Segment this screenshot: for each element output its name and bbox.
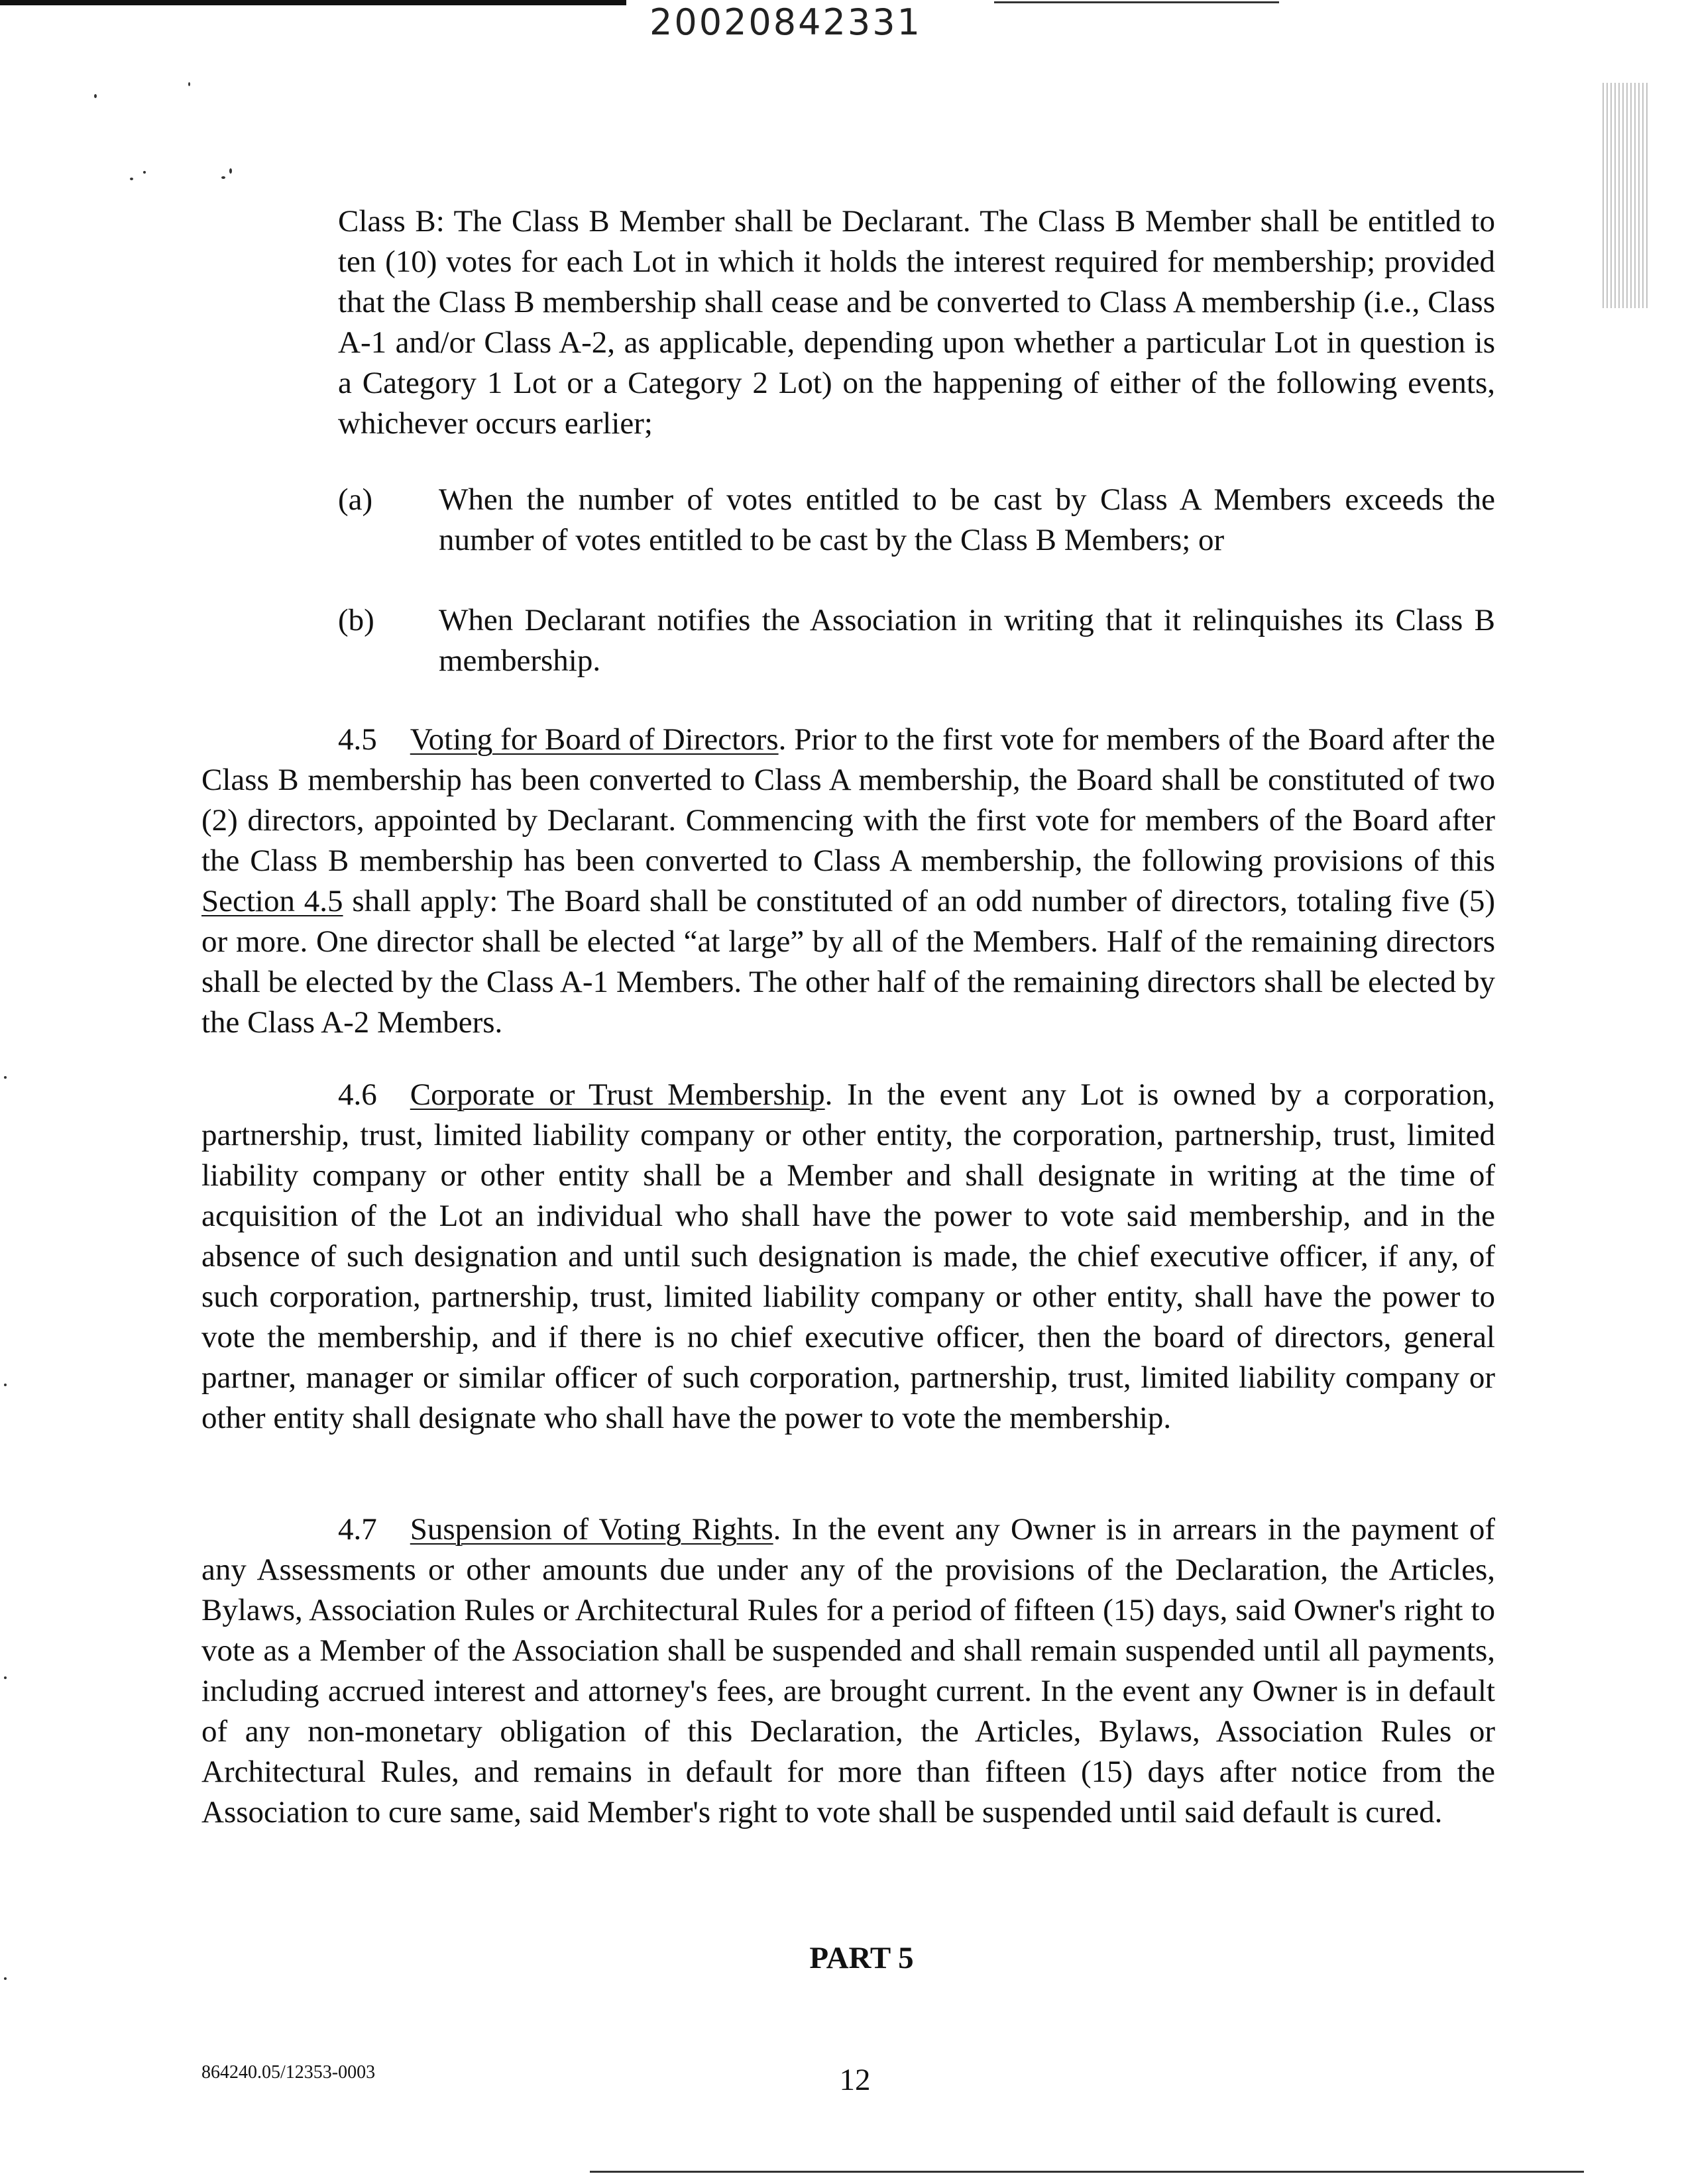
class-b-paragraph bbox=[338, 201, 1495, 444]
margin-stamp-mark bbox=[1602, 83, 1649, 308]
section-body: . In the event any Lot is owned by a corporation, partnership, trust, limited liability company or other entity, the corporation, partnership, trust, limited liability company or other entity shall be a Member and shall designate in writing at the time of acquisition of the Lot an individual who shall have the power to vote said membership, and in the absence of such designation and until such designation is made, the chief executive officer, if any, of such corporation, partnership, trust, limited liability company or other entity, shall have the power to vote the membership, and if there is no chief executive officer, then the board of directors, general partner, manager or similar officer of such corporation, partnership, trust, limited liability company or other entity shall designate who shall have the power to vote the membership. bbox=[201, 1077, 1495, 1435]
section-number: 4.6 bbox=[338, 1077, 377, 1112]
scan-speck bbox=[143, 171, 146, 174]
item-a-label: (a) bbox=[338, 482, 373, 517]
top-rule-right bbox=[994, 1, 1279, 3]
document-number: 20020842331 bbox=[649, 1, 922, 43]
scan-speck bbox=[4, 1676, 7, 1679]
section-number: 4.7 bbox=[338, 1512, 377, 1547]
top-rule-left bbox=[0, 0, 626, 5]
item-b-label: (b) bbox=[338, 603, 374, 637]
scan-speck bbox=[4, 1977, 7, 1980]
section-body: . Prior to the first vote for members of the Board after the Class B membership has been converted to Class A membership, the Board shall be constituted of two (2) directors, appointed by Declarant. Commencing with the first vote for members of the Board after the Class B membership has been converted to Class A membership, the following provisions of this bbox=[201, 722, 1495, 878]
scan-speck bbox=[188, 82, 190, 86]
footer-document-code: 864240.05/12353-0003 bbox=[201, 2062, 376, 2083]
section-4-6 bbox=[201, 1075, 1495, 1439]
item-b-text: When Declarant notifies the Association in writing that it relinquishes its Class B membership. bbox=[439, 603, 1495, 678]
scan-speck bbox=[130, 178, 133, 180]
scan-speck bbox=[4, 1384, 7, 1386]
bottom-rule bbox=[590, 2171, 1584, 2173]
part-heading: PART 5 bbox=[809, 1941, 914, 1975]
section-title: Corporate or Trust Membership bbox=[410, 1077, 825, 1112]
section-title: Suspension of Voting Rights bbox=[410, 1512, 773, 1547]
scan-speck bbox=[229, 168, 232, 174]
section-title: Voting for Board of Directors bbox=[410, 722, 779, 757]
section-4-7 bbox=[201, 1509, 1495, 1833]
section-body: . In the event any Owner is in arrears in the payment of any Assessments or other amounts due under any of the provisions of the Declaration, the Articles, Bylaws, Association Rules or Architectural Rules for a period of fifteen (15) days, said Owner's right to vote as a Member of the Association shall be suspended and shall remain suspended until all payments, including accrued interest and attorney's fees, are brought current. In the event any Owner is in default of any non-monetary obligation of this Declaration, the Articles, Bylaws, Association Rules or Architectural Rules, and remains in default for more than fifteen (15) days after notice from the Association to cure same, said Member's right to vote shall be suspended until said default is cured. bbox=[201, 1512, 1496, 1829]
scan-speck bbox=[4, 1076, 7, 1079]
section-4-5 bbox=[201, 720, 1495, 1043]
item-a-text: When the number of votes entitled to be cast by Class A Members exceeds the number of votes entitled to be cast by the Class B Members; or bbox=[439, 482, 1495, 557]
scan-speck bbox=[94, 94, 97, 98]
section-number: 4.5 bbox=[338, 722, 377, 757]
page-number: 12 bbox=[839, 2063, 871, 2097]
section-body: shall apply: The Board shall be constituted of an odd number of directors, totaling five (5) or more. One director shall be elected “at large” by all of the Members. Half of the remaining directors shall be elected by the Class A-1 Members. The other half of the remaining directors shall be elected by the Class A-2 Members. bbox=[201, 884, 1495, 1040]
class-b-text: Class B: The Class B Member shall be Declarant. The Class B Member shall be entitled to ten (10) votes for each Lot in which it holds the interest required for membership; provided that the Class B membership shall cease and be converted to Class A membership (i.e., Class A-1 and/or Class A-2, as applicable, depending upon whether a particular Lot in question is a Category 1 Lot or a Category 2 Lot) on the happening of either of the following events, whichever occurs earlier; bbox=[338, 204, 1495, 441]
section-reference: Section 4.5 bbox=[201, 884, 343, 918]
scan-speck bbox=[221, 176, 225, 179]
